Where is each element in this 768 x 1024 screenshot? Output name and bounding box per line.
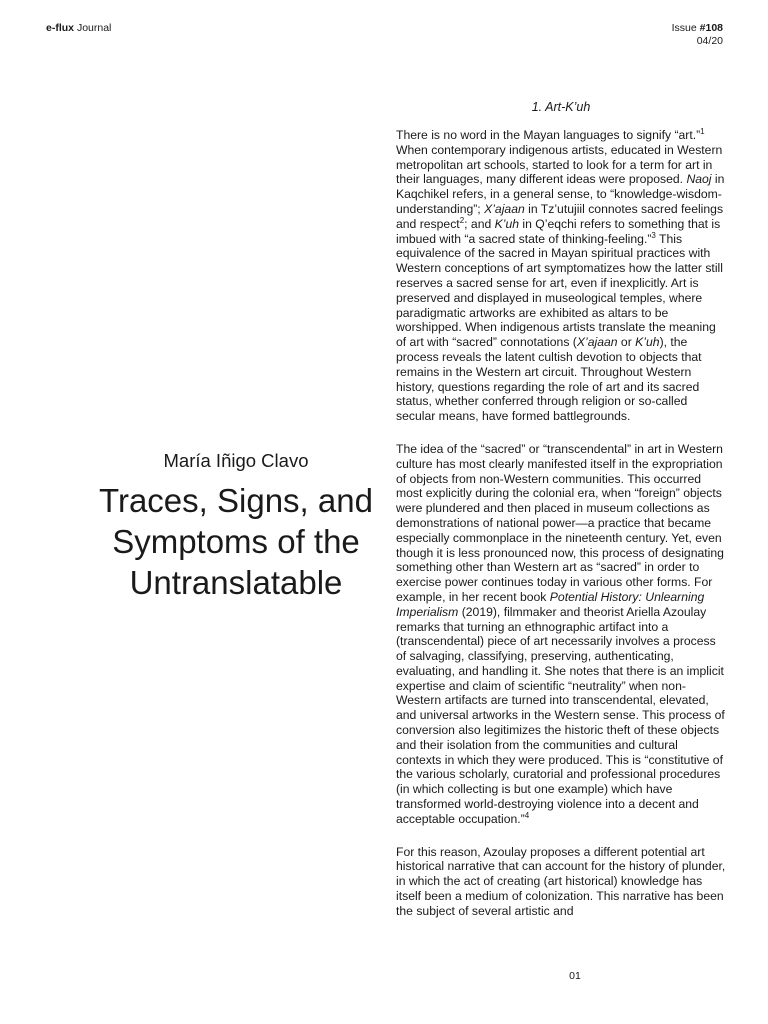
article-body xyxy=(396,128,726,937)
issue-number: #108 xyxy=(699,22,723,34)
page-ref: 04/20 xyxy=(696,35,723,47)
issue-line xyxy=(672,22,723,35)
section-heading: 1. Art-K’uh xyxy=(531,100,591,114)
footnote-ref[interactable]: 1 xyxy=(700,126,705,136)
issue-label: Issue xyxy=(671,22,697,34)
footnote-ref[interactable]: 2 xyxy=(459,215,465,225)
title-line: Symptoms of the xyxy=(112,523,360,560)
issue-info xyxy=(672,22,723,48)
author-name: María Iñigo Clavo xyxy=(163,450,309,471)
paragraph: For this reason, Azoulay proposes a different potential art historical narrative that can account for the history of plunder, in which the act of creating (art historical) knowledge has itself been a medium of colonization. This narrative has been the subject of several artistic and xyxy=(396,844,726,918)
page-number: 01 xyxy=(569,970,581,982)
footnote-ref[interactable]: 4 xyxy=(524,810,530,820)
brand-name: e-flux xyxy=(46,22,75,34)
paragraph: The idea of the “sacred” or “transcendental” in art in Western culture has most clearly manifested itself in the expropriation of objects from non-Western communities. This occurred most explicitly during the colonial era, when “foreign” objects were plundered and then placed in museum collections as demonstrations of national power—a practice that became especially commonplace in the nineteenth century. Yet, even though it is less pronounced now, this process of designating something other than Western art as “sacred” in order to exercise power continues today in various other forms. For example, in her recent book Potential History: Unlearning Imperialism (2019), filmmaker and theorist Ariella Azoulay remarks that turning an ethnographic artifact into a (transcendental) piece of art necessarily involves a process of salvaging, classifying, preserving, authenticating, evaluating, and handling it. She notes that there is an implicit expertise and claim of scientific “neutrality” when non-Western artifacts are turned into transcendental, elevated, and universal artworks in the Western sense. This process of conversion also legitimizes the historic theft of these objects and their isolation from the communities and cultural contexts in which they were produced. This is “constitutive of the various scholarly, curatorial and professional procedures (in which collecting is but one example) which have transformed world-destroying violence into a decent and acceptable occupation.”$^4$ xyxy=(396,441,725,826)
paragraph: There is no word in the Mayan languages to signify “art.”$^1$ When contemporary indigenous artists, educated in Western metropolitan art schools, started to look for a term for art in their languages, many different ideas were proposed. Naoj in Kaqchikel refers, in a general sense, to “knowledge-wisdom-understanding”; X’ajaan in Tz’utujiil connotes sacred feelings and respect$^2$; and K’uh in Q’eqchi refers to something that is imbued with “a sacred state of thinking-feeling.”$^3$ This equivalence of the sacred in Mayan spiritual practices with Western conceptions of art symptomatizes how the latter still reserves a sacred sense for art, even if inexplicitly. Art is preserved and displayed in museological temples, where paradigmatic artworks are exhibited as altars to be worshipped. When indigenous artists translate the meaning of art with “sacred” connotations (X’ajaan or K’uh), the process reveals the latent cultish devotion to objects that remains in the Western art circuit. Throughout Western history, questions regarding the role of art and its sacred status, whether conferred through religion or so-called secular means, have formed battlegrounds. xyxy=(396,126,725,424)
article-title xyxy=(40,480,432,603)
title-line: Untranslatable xyxy=(129,564,343,601)
footnote-ref[interactable]: 3 xyxy=(651,230,656,240)
journal-brand xyxy=(46,22,111,34)
title-line: Traces, Signs, and xyxy=(99,482,373,519)
journal-name: Journal xyxy=(76,22,112,34)
